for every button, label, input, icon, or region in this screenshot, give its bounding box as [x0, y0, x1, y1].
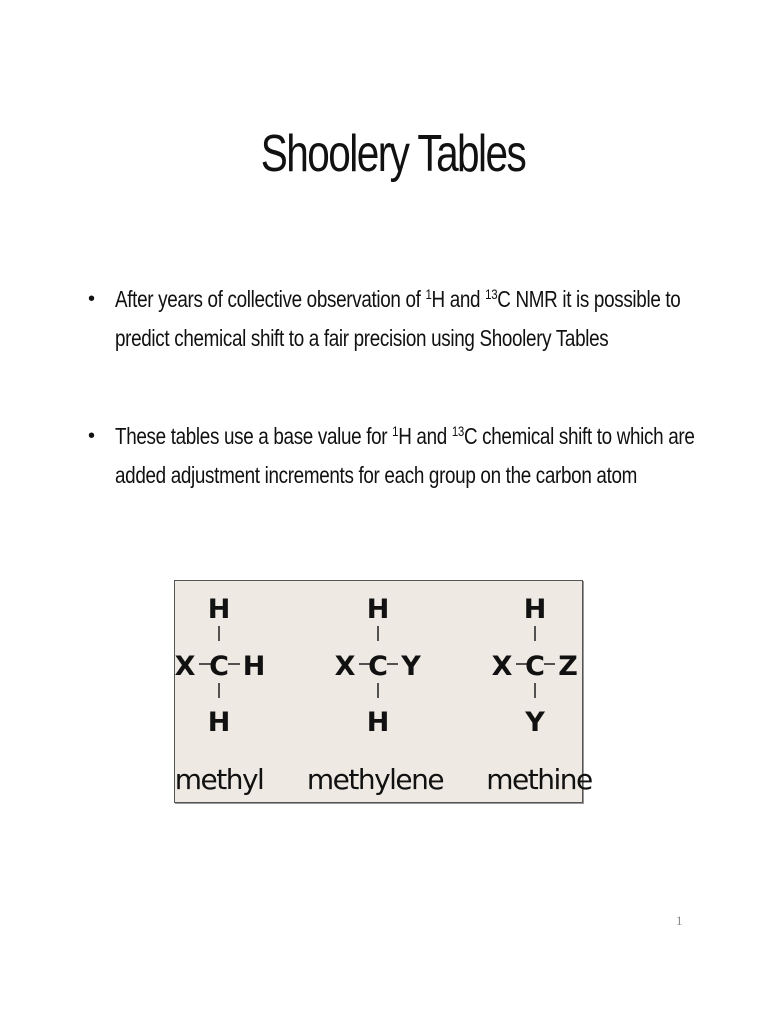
- methine-structure: [492, 594, 578, 738]
- atom-right: H: [242, 651, 266, 682]
- methyl-structure: [175, 594, 266, 738]
- text-run: C chemical shift to which are: [463, 423, 695, 449]
- text-run: C NMR it is possible to: [497, 286, 681, 312]
- superscript: 1: [425, 286, 432, 302]
- atom-top: H: [207, 594, 231, 625]
- text-run: H and: [398, 423, 452, 449]
- bullet-line: [115, 280, 680, 319]
- atom-right: Y: [401, 651, 421, 682]
- atom-top: H: [523, 594, 547, 625]
- text-run: These tables use a base value for: [115, 423, 393, 449]
- atom-bottom: H: [207, 707, 231, 738]
- page-number: 1: [676, 913, 683, 928]
- structure-diagram: [174, 581, 592, 801]
- atom-left: X: [491, 651, 513, 682]
- atom-bottom: H: [366, 707, 390, 738]
- structure-label-methine: methine: [486, 763, 592, 796]
- text-run: H and: [431, 286, 486, 312]
- atom-right: Z: [558, 651, 578, 682]
- structure-label-methyl: methyl: [174, 763, 264, 796]
- superscript: 13: [485, 286, 498, 302]
- atom-top: H: [366, 594, 390, 625]
- bullet-line: added adjustment increments for each group on the carbon atom: [115, 462, 638, 488]
- bullet-line: predict chemical shift to a fair precision using Shoolery Tables: [115, 325, 609, 351]
- bullet-item: [88, 417, 728, 497]
- structure-label-methylene: methylene: [306, 763, 444, 796]
- bullet-marker: •: [88, 425, 95, 447]
- slide-title: Shoolery Tables: [260, 125, 526, 183]
- superscript: 1: [392, 423, 399, 439]
- bullet-item: [88, 280, 728, 360]
- methylene-structure: [335, 594, 422, 738]
- atom-left: X: [174, 651, 196, 682]
- bullet-text: [115, 280, 680, 358]
- atom-center: C: [368, 651, 388, 682]
- atom-center: C: [525, 651, 545, 682]
- bullet-text: [115, 417, 694, 495]
- bullet-line: [115, 417, 694, 456]
- atom-center: C: [209, 651, 229, 682]
- text-run: After years of collective observation of: [115, 286, 426, 312]
- bullet-marker: •: [88, 288, 95, 310]
- atom-left: X: [334, 651, 356, 682]
- atom-bottom: Y: [525, 707, 545, 738]
- structure-figure: [174, 580, 592, 803]
- superscript: 13: [451, 423, 464, 439]
